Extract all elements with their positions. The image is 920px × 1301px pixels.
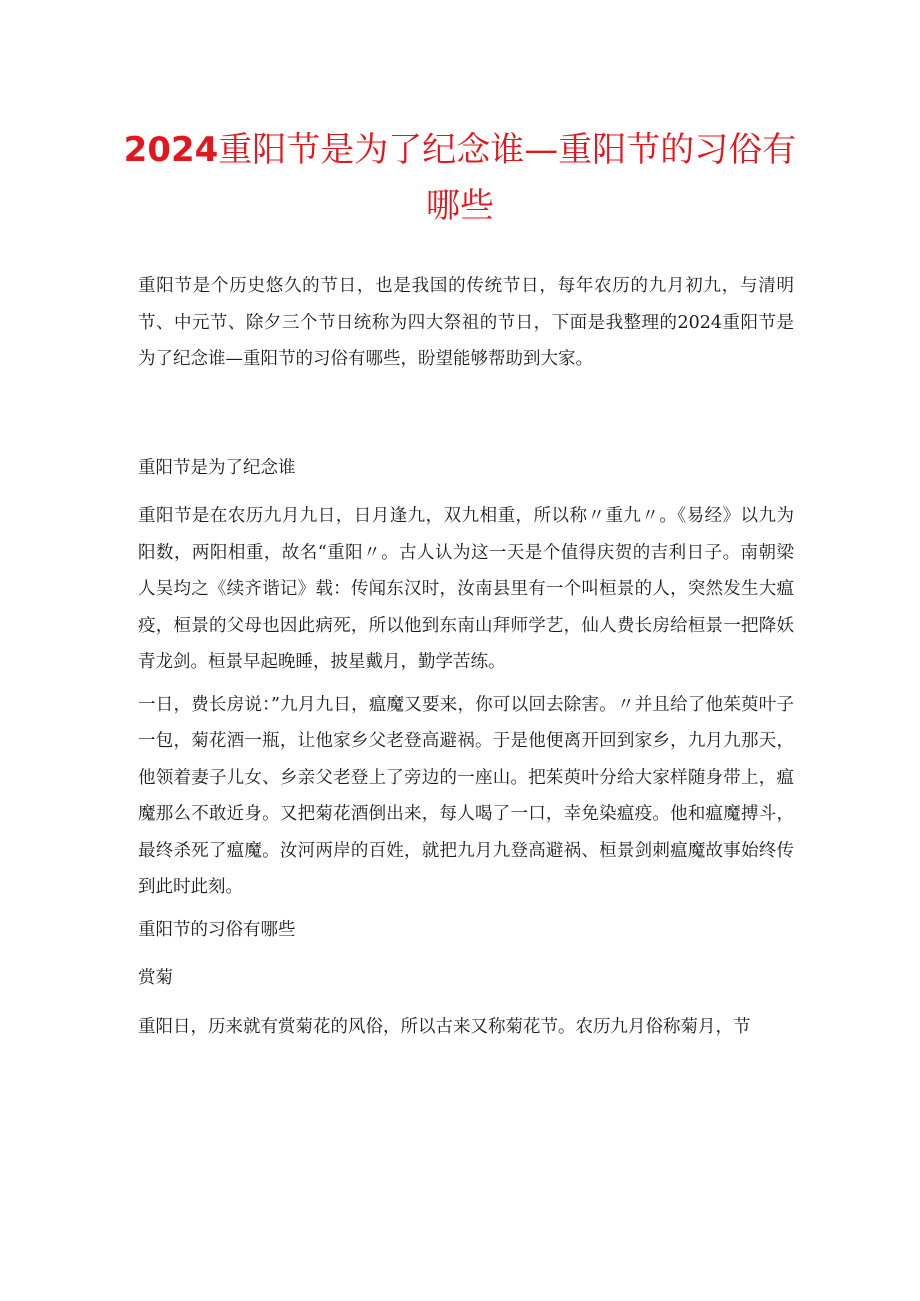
section-heading-customs: 重阳节的习俗有哪些 [138, 919, 296, 940]
intro-paragraph: 重阳节是个历史悠久的节日，也是我国的传统节日，每年农历的九月初九，与清明节、中元节、除夕三个节日统称为四大祭祖的节日，下面是我整理的2024重阳节是为了纪念谁—重阳节的习俗有哪些，盼望能够帮助到大家。 [138, 276, 794, 369]
document-title [120, 122, 800, 234]
chrysanthemum-paragraph: 重阳日，历来就有赏菊花的风俗，所以古来又称菊花节。农历九月俗称菊月，节 [138, 1016, 751, 1037]
legend-paragraph-2: 一日，费长房说：”九月九日，瘟魔又要来，你可以回去除害。〃并且给了他茱萸叶子一包，菊花酒一瓶，让他家乡父老登高避祸。于是他便离开回到家乡，九月九那天，他领着妻子儿女、乡亲父老登上了旁边的一座山。把茱萸叶分给大家样随身带上，瘟魔那么不敢近身。又把菊花酒倒出来，每人喝了一口，幸免染瘟疫。他和瘟魔搏斗，最终杀死了瘟魔。汝河两岸的百姓，就把九月九登高避祸、桓景剑刺瘟魔故事始终传到此时此刻。 [138, 694, 794, 897]
section-heading-commemorate: 重阳节是为了纪念谁 [138, 457, 296, 478]
legend-paragraph-1: 重阳节是在农历九月九日，日月逢九，双九相重，所以称〃重九〃。《易经》以九为阳数，两阳相重，故名“重阳〃。古人认为这一天是个值得庆贺的吉利日子。南朝梁人吴均之《续齐谐记》载：传闻东汉时，汝南县里有一个叫桓景的人，突然发生大瘟疫，桓景的父母也因此病死，所以他到东南山拜师学艺，仙人费长房给桓景一把降妖青龙剑。桓景早起晚睡，披星戴月，勤学苦练。 [138, 506, 794, 672]
subsection-heading-chrysanthemum: 赏菊 [138, 968, 173, 988]
title-text: 重阳节是为了纪念谁—重阳节的习俗有哪些 [218, 130, 797, 226]
document-body [138, 268, 794, 1045]
title-year: 2024 [123, 130, 219, 170]
